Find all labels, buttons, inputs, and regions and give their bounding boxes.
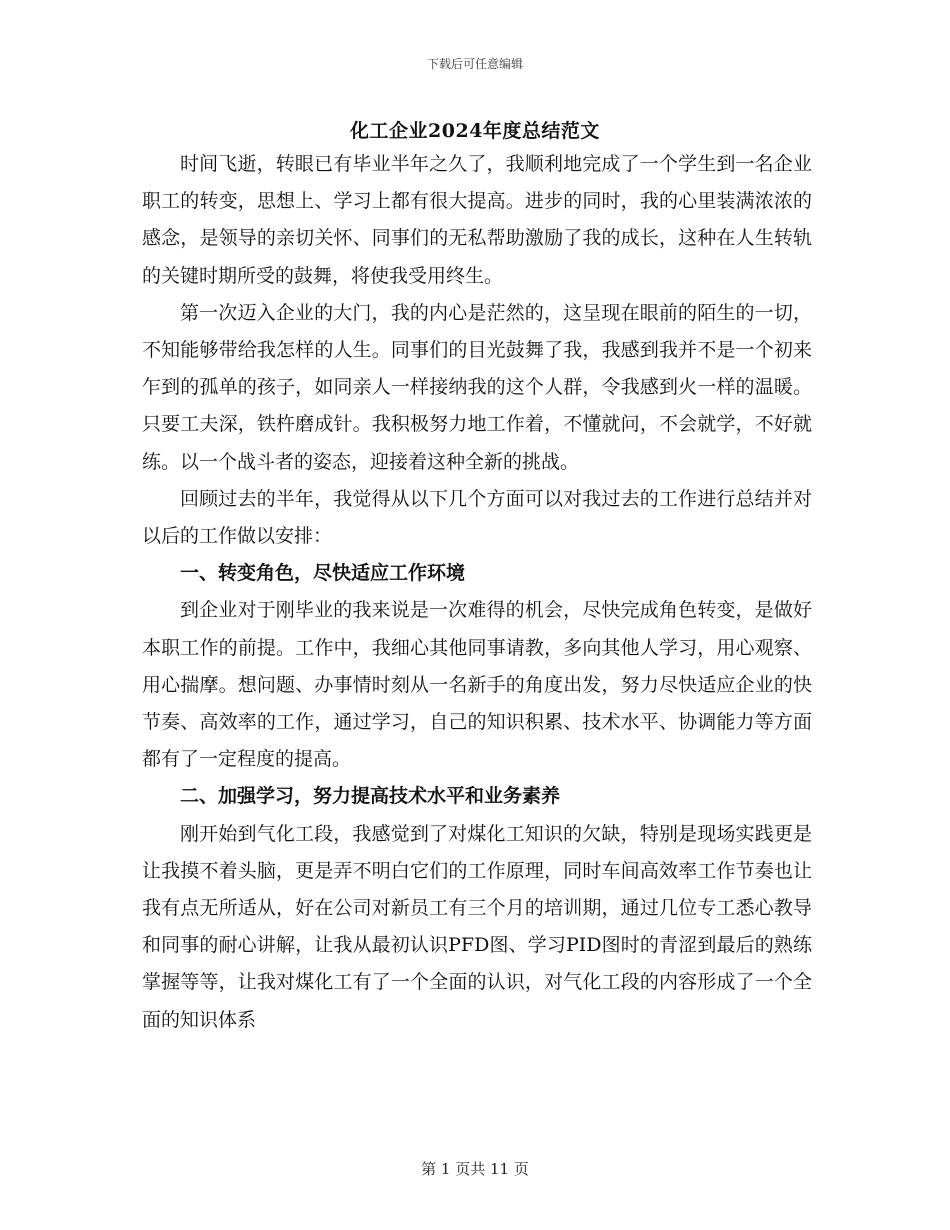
paragraph-2: 第一次迈入企业的大门，我的内心是茫然的，这呈现在眼前的陌生的一切，不知能够带给我怎样的人生。同事们的目光鼓舞了我，我感到我并不是一个初来乍到的孤单的孩子，如同亲人一样接纳我的这个人群，令我感到火一样的温暖。只要工夫深，铁杵磨成针。我积极努力地工作着，不懂就问，不会就学，不好就练。以一个战斗者的姿态，迎接着这种全新的挑战。 [142,301,812,473]
paragraph-3: 回顾过去的半年，我觉得从以下几个方面可以对我过去的工作进行总结并对以后的工作做以安排： [142,487,812,548]
page-number: 第 1 页共 11 页 [421,1160,529,1178]
paragraph-5: 刚开始到气化工段，我感觉到了对煤化工知识的欠缺，特别是现场实践更是让我摸不着头脑，更是弄不明白它们的工作原理，同时车间高效率工作节奏也让我有点无所适从，好在公司对新员工有三个月的培训期，通过几位专工悉心教导和同事的耐心讲解，让我从最初认识PFD图、学习PID图时的青涩到最后的熟练掌握等等，让我对煤化工有了一个全面的认识，对气化工段的内容形成了一个全面的知识体系 [142,822,812,1031]
paragraph-4: 到企业对于刚毕业的我来说是一次难得的机会，尽快完成角色转变，是做好本职工作的前提。工作中，我细心其他同事请教，多向其他人学习，用心观察、用心揣摩。想问题、办事情时刻从一名新手的角度出发，努力尽快适应企业的快节奏、高效率的工作，通过学习，自己的知识积累、技术水平、协调能力等方面都有了一定程度的提高。 [142,599,812,771]
section-heading-1: 一、转变角色，尽快适应工作环境 [180,562,466,585]
paragraph-1: 时间飞逝，转眼已有毕业半年之久了，我顺利地完成了一个学生到一名企业职工的转变，思想上、学习上都有很大提高。进步的同时，我的心里装满浓浓的感念，是领导的亲切关怀、同事们的无私帮助激励了我的成长，这种在人生转轨的关键时期所受的鼓舞，将使我受用终生。 [142,153,812,287]
section-heading-2: 二、加强学习，努力提高技术水平和业务素养 [180,785,561,808]
document-title: 化工企业2024年度总结范文 [350,120,600,142]
header-note: 下载后可任意编辑 [426,57,523,71]
document-body [142,146,812,1039]
